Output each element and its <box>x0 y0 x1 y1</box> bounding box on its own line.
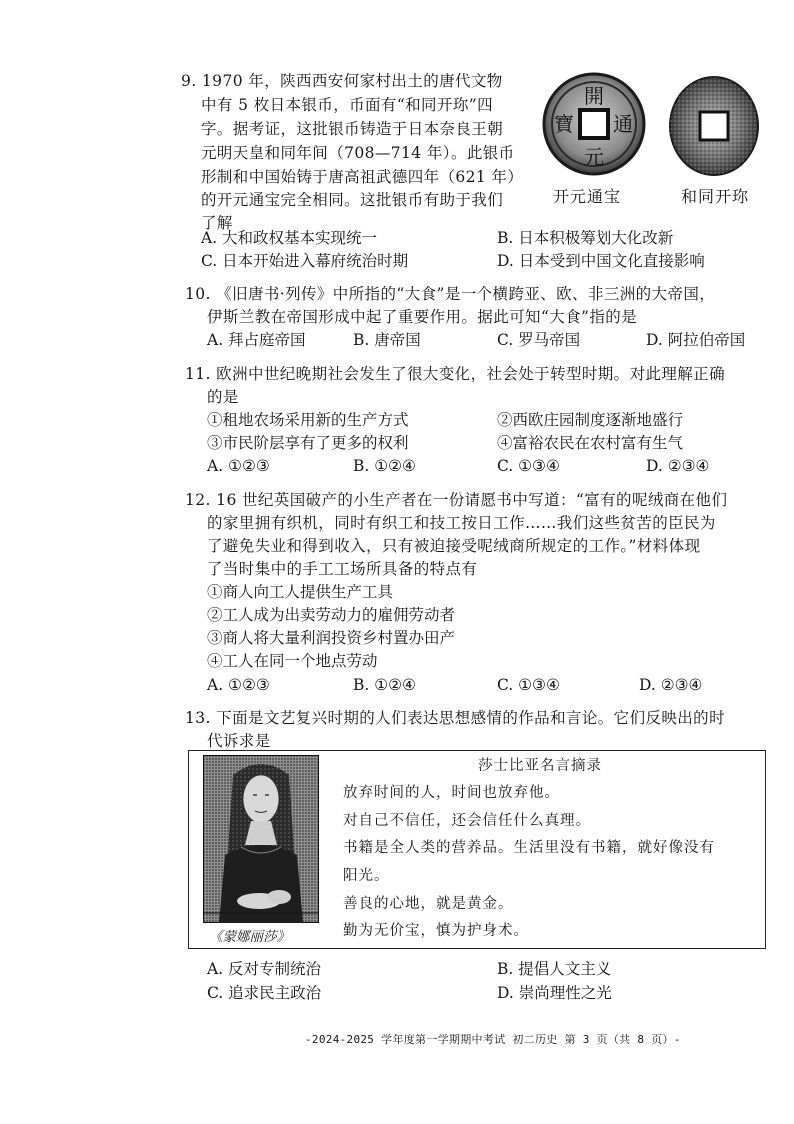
q10-line-1: 10. 《旧唐书·列传》中所指的“大食”是一个横跨亚、欧、非三洲的大帝国， <box>185 285 716 303</box>
q12-option-b[interactable]: B. ①②④ <box>353 676 416 694</box>
quote-5: 勤为无价宝，慎为护身术。 <box>343 923 529 939</box>
q12-item-1: ①商人向工人提供生产工具 <box>207 583 394 601</box>
q9-line-2: 中有 5 枚日本银币，币面有“和同开珎”四 <box>201 96 493 114</box>
q13-option-a[interactable]: A. 反对专制统治 <box>207 960 322 978</box>
q12-line-2: 的家里拥有织机，同时有织工和技工按日工作……我们这些贫苦的臣民为 <box>207 514 716 532</box>
q13-material-box <box>188 750 766 949</box>
q12-line-4: 了当时集中的手工工场所具备的特点有 <box>207 560 478 578</box>
q12-option-a[interactable]: A. ①②③ <box>207 676 270 694</box>
q12-item-4: ④工人在同一个地点劳动 <box>207 652 378 670</box>
coin1-caption: 开元通宝 <box>553 187 622 206</box>
q12-line-1: 12. 16 世纪英国破产的小生产者在一份请愿书中写道：“富有的呢绒商在他们 <box>185 491 728 509</box>
q11-option-b[interactable]: B. ①②④ <box>353 457 416 475</box>
q10-option-c[interactable]: C. 罗马帝国 <box>497 331 581 349</box>
q10-option-a[interactable]: A. 拜占庭帝国 <box>207 331 306 349</box>
coin1-char-right: 通 <box>613 112 633 136</box>
q12-item-2: ②工人成为出卖劳动力的雇佣劳动者 <box>207 606 456 624</box>
q12-item-3: ③商人将大量利润投资乡村置办田产 <box>207 629 456 647</box>
q11-line-2: 的是 <box>207 388 239 406</box>
q13-option-b[interactable]: B. 提倡人文主义 <box>497 960 612 978</box>
q11-item-3: ③市民阶层享有了更多的权利 <box>207 434 409 452</box>
wado-kaichin-coin-image <box>668 74 760 178</box>
q10-option-b[interactable]: B. 唐帝国 <box>353 331 421 349</box>
quote-3-continued: 阳光。 <box>343 868 390 884</box>
q9-line-5: 形制和中国始铸于唐高祖武德四年（621 年） <box>201 168 524 186</box>
kaiyuan-tongbao-coin-image <box>540 70 648 178</box>
q11-option-a[interactable]: A. ①②③ <box>207 457 270 475</box>
q12-option-c[interactable]: C. ①③④ <box>497 676 560 694</box>
q13-option-d[interactable]: D. 崇尚理性之光 <box>497 984 612 1002</box>
q11-item-1: ①租地农场采用新的生产方式 <box>207 411 409 429</box>
q10-line-2: 伊斯兰教在帝国形成中起了重要作用。据此可知“大食”指的是 <box>207 308 638 326</box>
q13-option-c[interactable]: C. 追求民主政治 <box>207 984 322 1002</box>
quote-title: 莎士比亚名言摘录 <box>478 758 602 774</box>
q9-option-c[interactable]: C. 日本开始进入幕府统治时期 <box>201 252 409 270</box>
q9-option-a[interactable]: A. 大和政权基本实现统一 <box>201 229 378 247</box>
quote-4: 善良的心地，就是黄金。 <box>343 896 514 912</box>
q9-option-b[interactable]: B. 日本积极筹划大化改新 <box>497 229 674 247</box>
quote-3: 书籍是全人类的营养品。生活里没有书籍，就好像没有 <box>343 840 715 856</box>
coin2-caption: 和同开珎 <box>681 187 750 206</box>
mona-lisa-caption: 《蒙娜丽莎》 <box>209 929 290 945</box>
q11-line-1: 11. 欧洲中世纪晚期社会发生了很大变化，社会处于转型时期。对此理解正确 <box>185 365 725 383</box>
q9-line-1: 9. 1970 年，陕西西安何家村出土的唐代文物 <box>181 72 503 90</box>
q10-option-d[interactable]: D. 阿拉伯帝国 <box>646 331 746 349</box>
q9-line-6: 的开元通宝完全相同。这批银币有助于我们 <box>201 191 504 209</box>
q9-option-d[interactable]: D. 日本受到中国文化直接影响 <box>497 252 705 270</box>
quote-1: 放弃时间的人，时间也放弃他。 <box>343 785 560 801</box>
mona-lisa-painting-image <box>203 755 319 923</box>
q9-line-3: 字。据考证，这批银币铸造于日本奈良王朝 <box>201 120 504 138</box>
coin1-char-left: 寶 <box>554 112 574 136</box>
q11-item-2: ②西欧庄园制度逐渐地盛行 <box>497 411 684 429</box>
coin1-char-bottom: 元 <box>584 145 604 169</box>
q9-line-7: 了解 <box>201 214 233 232</box>
page-footer: -2024-2025 学年度第一学期期中考试 初二历史 第 3 页（共 8 页）- <box>305 1033 681 1046</box>
q12-line-3: 了避免失业和得到收入，只有被迫接受呢绒商所规定的工作。”材料体现 <box>207 537 701 555</box>
quote-2: 对自己不信任，还会信任什么真理。 <box>343 813 591 829</box>
q9-line-4: 元明天皇和同年间（708—714 年）。此银币 <box>201 144 515 162</box>
coin1-char-top: 開 <box>584 84 604 108</box>
q13-line-1: 13. 下面是文艺复兴时期的人们表达思想感情的作品和言论。它们反映出的时 <box>185 709 725 727</box>
q13-line-2: 代诉求是 <box>207 732 271 750</box>
q11-option-c[interactable]: C. ①③④ <box>497 457 560 475</box>
q12-option-d[interactable]: D. ②③④ <box>639 676 703 694</box>
q11-option-d[interactable]: D. ②③④ <box>646 457 710 475</box>
q11-item-4: ④富裕农民在农村富有生气 <box>497 434 684 452</box>
